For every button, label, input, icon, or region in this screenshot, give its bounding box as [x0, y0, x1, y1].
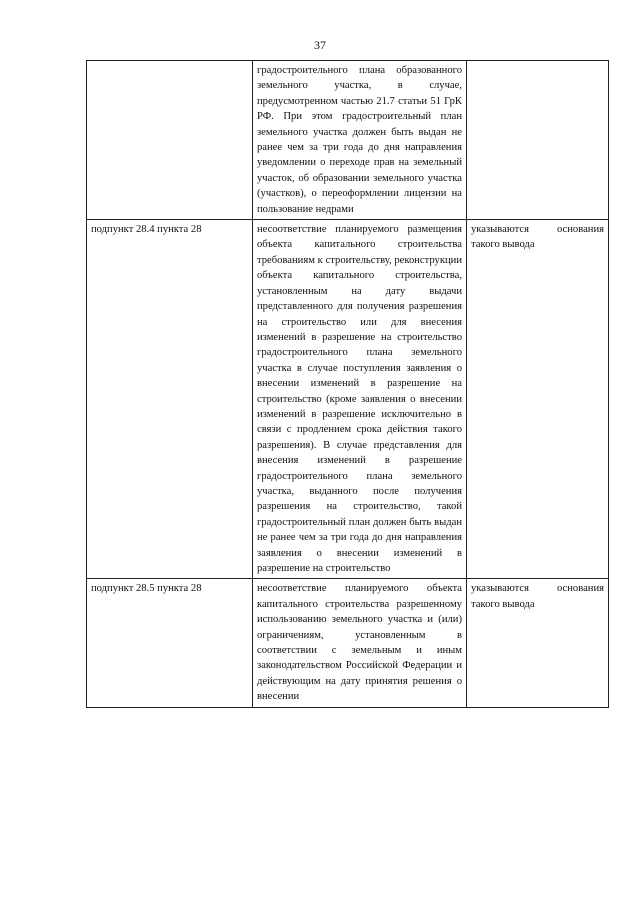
- note-cell: [467, 61, 609, 220]
- note-cell: указываются основания такого вывода: [467, 579, 609, 707]
- clause-cell: подпункт 28.5 пункта 28: [87, 579, 253, 707]
- description-cell: градостроительного плана образованного земельного участка, в случае, предусмотренном частью 21.7 статьи 51 ГрК РФ. При этом градостроительный план земельного участка должен быть выдан не ранее чем за три года до дня направления уведомлении о переходе прав на земельный участок, об образовании земельного участка (участков), о переоформлении лицензии на пользование недрами: [253, 61, 467, 220]
- table-row: [87, 61, 609, 220]
- grounds-table: [86, 60, 609, 708]
- page-number: 37: [314, 38, 326, 52]
- clause-cell: подпункт 28.4 пункта 28: [87, 220, 253, 579]
- note-cell: указываются основания такого вывода: [467, 220, 609, 579]
- description-cell: несоответствие планируемого объекта капитального строительства разрешенному использованию земельного участка и (или) ограничениям, установленным в соответствии с земельным и иным законодательством Российской Федерации и действующим на дату принятия решения о внесении: [253, 579, 467, 707]
- table-row: [87, 220, 609, 579]
- table-row: [87, 579, 609, 707]
- clause-cell: [87, 61, 253, 220]
- description-cell: несоответствие планируемого размещения объекта капитального строительства требованиям к строительству, реконструкции объекта капитального строительства, установленным на дату выдачи представленного для получения разрешения на строительство или для внесения изменений в разрешение на строительство градостроительного плана земельного участка в случае поступления заявления о внесении изменений в разрешение на строительство (кроме заявления о внесении изменений в разрешение исключительно в связи с продлением срока действия такого разрешения). В случае представления для внесения изменений в разрешение градостроительного плана земельного участка, выданного после получения разрешения на строительство, такой градостроительный план должен быть выдан не ранее чем за три года до дня направления заявления о внесении изменений в разрешение на строительство: [253, 220, 467, 579]
